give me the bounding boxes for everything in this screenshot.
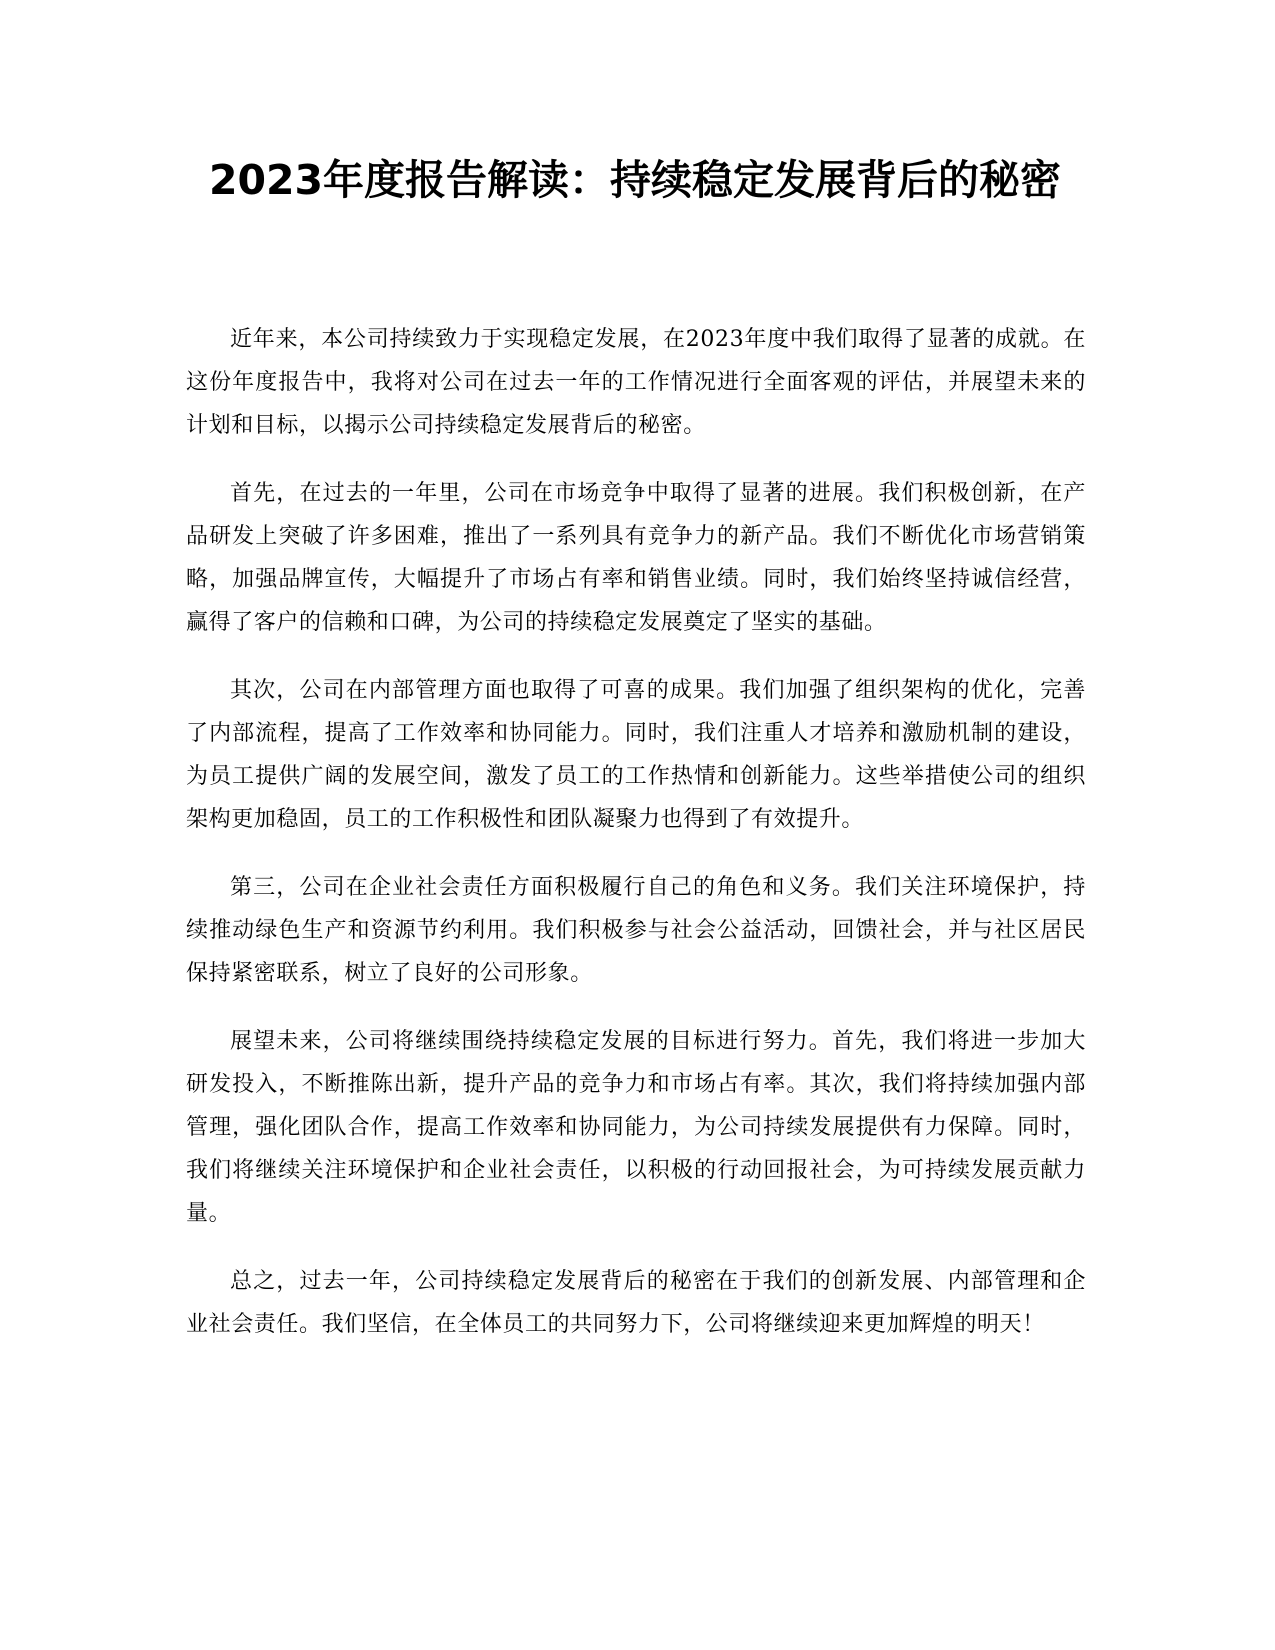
paragraph-intro: 近年来，本公司持续致力于实现稳定发展，在2023年度中我们取得了显著的成就。在这份年度报告中，我将对公司在过去一年的工作情况进行全面客观的评估，并展望未来的计划和目标，以揭示公司持续稳定发展背后的秘密。 [186,327,1086,438]
paragraph-market: 首先，在过去的一年里，公司在市场竞争中取得了显著的进展。我们积极创新，在产品研发上突破了许多困难，推出了一系列具有竞争力的新产品。我们不断优化市场营销策略，加强品牌宣传，大幅提升了市场占有率和销售业绩。同时，我们始终坚持诚信经营，赢得了客户的信赖和口碑，为公司的持续稳定发展奠定了坚实的基础。 [186,481,1086,635]
paragraph-social-responsibility: 第三，公司在企业社会责任方面积极履行自己的角色和义务。我们关注环境保护，持续推动绿色生产和资源节约利用。我们积极参与社会公益活动，回馈社会，并与社区居民保持紧密联系，树立了良好的公司形象。 [186,875,1086,986]
document-body [186,318,1086,1371]
paragraph-management: 其次，公司在内部管理方面也取得了可喜的成果。我们加强了组织架构的优化，完善了内部流程，提高了工作效率和协同能力。同时，我们注重人才培养和激励机制的建设，为员工提供广阔的发展空间，激发了员工的工作热情和创新能力。这些举措使公司的组织架构更加稳固，员工的工作积极性和团队凝聚力也得到了有效提升。 [186,678,1086,832]
document-title: 2023年度报告解读：持续稳定发展背后的秘密 [208,156,1062,204]
paragraph-conclusion: 总之，过去一年，公司持续稳定发展背后的秘密在于我们的创新发展、内部管理和企业社会责任。我们坚信，在全体员工的共同努力下，公司将继续迎来更加辉煌的明天！ [186,1269,1086,1337]
paragraph-outlook: 展望未来，公司将继续围绕持续稳定发展的目标进行努力。首先，我们将进一步加大研发投入，不断推陈出新，提升产品的竞争力和市场占有率。其次，我们将持续加强内部管理，强化团队合作，提高工作效率和协同能力，为公司持续发展提供有力保障。同时，我们将继续关注环境保护和企业社会责任，以积极的行动回报社会，为可持续发展贡献力量。 [186,1029,1086,1226]
